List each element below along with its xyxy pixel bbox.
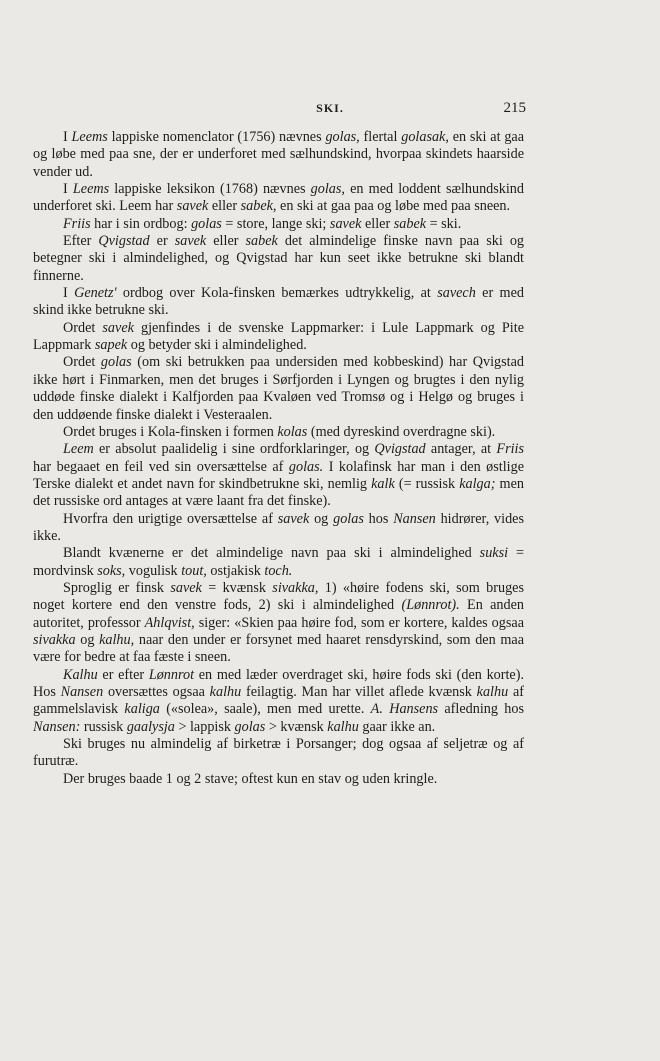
- italic-term: Nansen: [60, 684, 104, 700]
- italic-term: golas,: [325, 129, 360, 145]
- text-run: ostjakisk: [206, 562, 265, 579]
- text-run: I: [63, 181, 73, 198]
- text-run: Ski bruges nu almindelig af birketræ i Porsanger; dog ogsaa af seljetræ og af furutræ.: [33, 736, 524, 770]
- italic-term: golas: [234, 718, 266, 735]
- text-run: vogulisk: [125, 562, 182, 579]
- text-run: = kvænsk: [201, 579, 273, 596]
- italic-term: kolas: [277, 423, 308, 440]
- paragraph: [33, 216, 524, 233]
- text-run: en med læder overdraget ski, høire fods ski (den korte). Hos: [33, 666, 524, 700]
- text-run: I: [63, 129, 72, 145]
- text-run: afledning hos: [438, 701, 524, 718]
- paragraph: [33, 736, 524, 771]
- text-run: en ski at gaa og løbe med paa sne, der er underforet med sælhundskind, hvorpaa skindets haarside vender ud.: [33, 129, 525, 180]
- text-run: gaar ikke an.: [358, 718, 436, 735]
- italic-term: (Lønnrot).: [401, 597, 460, 614]
- italic-term: sabek: [245, 233, 278, 250]
- italic-term: Leem: [63, 441, 94, 458]
- text-run: = store, lange ski;: [221, 215, 330, 232]
- text-run: = ski.: [426, 215, 462, 232]
- text-run: (med dyreskind overdragne ski).: [307, 423, 496, 440]
- italic-term: gaalysja: [126, 718, 175, 735]
- italic-term: Qvigstad: [374, 441, 426, 458]
- text-run: > kvænsk: [265, 718, 328, 735]
- text-run: antager, at: [425, 441, 497, 458]
- text-run: Ordet: [63, 319, 103, 336]
- paragraph: [33, 511, 524, 546]
- paragraph: [33, 580, 524, 667]
- italic-term: savek: [277, 510, 310, 527]
- text-run: («solea», saale), men med urette.: [159, 701, 371, 718]
- text-run: er efter: [97, 666, 149, 683]
- text-run: 1) «høire fodens ski, som bruges noget kortere end den venstre fods, 2) ski i almindelighed: [33, 579, 524, 614]
- italic-term: sivakka: [33, 631, 76, 648]
- text-run: eller: [206, 233, 246, 250]
- paragraph: [33, 545, 524, 580]
- text-run: (= russisk: [394, 475, 460, 492]
- paragraph: [33, 320, 524, 355]
- paragraph: [33, 233, 524, 285]
- text-run: er absolut paalidelig i sine ordforklaringer, og: [93, 441, 375, 458]
- text-run: oversættes ogsaa: [103, 684, 210, 700]
- text-run: flertal: [359, 129, 402, 145]
- italic-term: Leems: [72, 181, 110, 198]
- paragraph: [33, 424, 524, 441]
- text-run: I kolafinsk har man i den østlige Terske dialekt et andet navn for skindbetrukne ski, nemlig: [33, 458, 524, 492]
- italic-term: kalhu: [209, 684, 242, 700]
- italic-term: tout,: [181, 562, 207, 579]
- text-run: Der bruges baade 1 og 2 stave; oftest kun en stav og uden kringle.: [63, 770, 438, 787]
- text-run: (om ski betrukken paa undersiden med kobbeskind) har Qvigstad ikke hørt i Finmarken, men det bruges i Sørfjorden i Lyngen og brugtes i den nylig uddøde finske dialekt i Kalfjorden paa Kvaløen ved Tromsø og i Helgø og bruges i den uddøende finske dialekt i Vesteraalen.: [33, 354, 524, 423]
- italic-term: golas: [100, 354, 132, 371]
- italic-term: sabek: [393, 215, 427, 232]
- paragraph: [33, 441, 524, 510]
- italic-term: golas: [191, 215, 222, 232]
- italic-term: golas,: [310, 181, 345, 198]
- italic-term: kaliga: [124, 701, 160, 718]
- paragraph: [33, 354, 524, 423]
- text-run: eller: [361, 215, 394, 232]
- italic-term: soks,: [97, 562, 126, 579]
- italic-term: kalga;: [459, 475, 496, 492]
- italic-term: Kalhu: [63, 666, 98, 683]
- text-run: har begaaet en feil ved sin oversættelse af: [33, 458, 289, 475]
- text-run: af gammelslavisk: [33, 684, 524, 718]
- italic-term: Friis: [63, 215, 91, 232]
- italic-term: savek: [174, 233, 207, 250]
- italic-term: sapek: [94, 337, 128, 354]
- italic-term: savek: [170, 579, 202, 596]
- text-run: har i sin ordbog:: [90, 215, 192, 232]
- text-run: feilagtig. Man har villet aflede kvænsk: [241, 684, 477, 700]
- italic-term: Nansen:: [33, 718, 81, 735]
- paragraph: [33, 181, 524, 216]
- text-run: I: [63, 285, 75, 302]
- text-run: en med loddent sælhundskind underforet ski. Leem har: [33, 181, 524, 215]
- text-run: er: [149, 233, 175, 250]
- italic-term: savech: [437, 285, 476, 302]
- italic-term: savek: [102, 319, 134, 336]
- text-run: og betyder ski i almindelighed.: [127, 337, 307, 354]
- text-run: lappiske nomenclator (1756) nævnes: [107, 129, 326, 145]
- italic-term: suksi: [479, 545, 509, 562]
- text-run: lappiske leksikon (1768) nævnes: [109, 181, 311, 198]
- italic-term: kalhu,: [99, 631, 135, 648]
- italic-term: kalhu: [476, 684, 509, 700]
- text-run: En anden autoritet, professor: [33, 597, 525, 631]
- italic-term: Genetz': [74, 285, 117, 302]
- italic-term: sivakka,: [272, 579, 319, 596]
- text-run: eller: [208, 198, 241, 215]
- text-run: russisk: [80, 718, 127, 735]
- italic-term: Leems: [71, 129, 108, 145]
- italic-term: Friis: [496, 441, 524, 458]
- text-run: Ordet bruges i Kola-finsken i formen: [63, 423, 278, 440]
- page-header: [0, 100, 660, 120]
- text-run: men det russiske ord antages at være laant fra det finske).: [33, 475, 524, 510]
- text-run: Ordet: [63, 354, 101, 371]
- italic-term: Ahlqvist,: [144, 614, 195, 631]
- text-run: Efter: [63, 233, 99, 250]
- body-text: [33, 129, 524, 788]
- page-number: 215: [503, 100, 526, 116]
- italic-term: Nansen: [393, 510, 436, 527]
- italic-term: Qvigstad: [98, 233, 150, 250]
- text-run: det almindelige finske navn paa ski og betegner ski i almindelighed, og Qvigstad har kun seet ikke betrukne ski blandt finnerne.: [33, 233, 525, 284]
- text-run: Hvorfra den urigtige oversættelse af: [63, 510, 278, 527]
- italic-term: savek: [329, 215, 362, 232]
- text-run: Blandt kvænerne er det almindelige navn paa ski i almindelighed: [63, 545, 480, 562]
- italic-term: savek: [176, 198, 209, 215]
- text-run: en ski at gaa paa og løbe med paa sneen.: [276, 198, 511, 215]
- text-run: ordbog over Kola-finsken bemærkes udtrykkelig, at: [116, 285, 438, 302]
- running-head: SKI.: [316, 101, 344, 115]
- text-run: gjenfindes i de svenske Lappmarker: i Lule Lappmark og Pite Lappmark: [33, 319, 524, 354]
- text-run: Sproglig er finsk: [63, 579, 171, 596]
- text-run: = mordvinsk: [33, 545, 524, 579]
- text-run: er med skind ikke betrukne ski.: [33, 285, 524, 319]
- italic-term: golas: [333, 510, 364, 527]
- italic-term: golasak,: [401, 129, 449, 145]
- italic-term: sabek,: [240, 198, 277, 215]
- text-run: og: [75, 631, 100, 648]
- text-run: siger: «Skien paa høire fod, som er kortere, kaldes ogsaa: [194, 614, 524, 631]
- italic-term: Lønnrot: [148, 666, 195, 683]
- paragraph: [33, 285, 524, 320]
- paragraph: [33, 667, 524, 736]
- italic-term: kalk: [371, 475, 395, 492]
- paragraph: [33, 771, 524, 788]
- italic-term: A. Hansens: [370, 701, 439, 718]
- italic-term: toch.: [264, 562, 293, 579]
- italic-term: golas.: [288, 458, 324, 475]
- text-run: naar den under er forsynet med haaret rensdyrskind, som den maa være for bedre at faa fæste i sneen.: [33, 631, 524, 666]
- text-run: hos: [363, 510, 394, 527]
- italic-term: kalhu: [327, 718, 359, 735]
- text-run: hidrører, vides ikke.: [33, 510, 524, 544]
- text-run: > lappisk: [174, 718, 235, 735]
- text-run: og: [309, 510, 334, 527]
- paragraph: [33, 129, 524, 181]
